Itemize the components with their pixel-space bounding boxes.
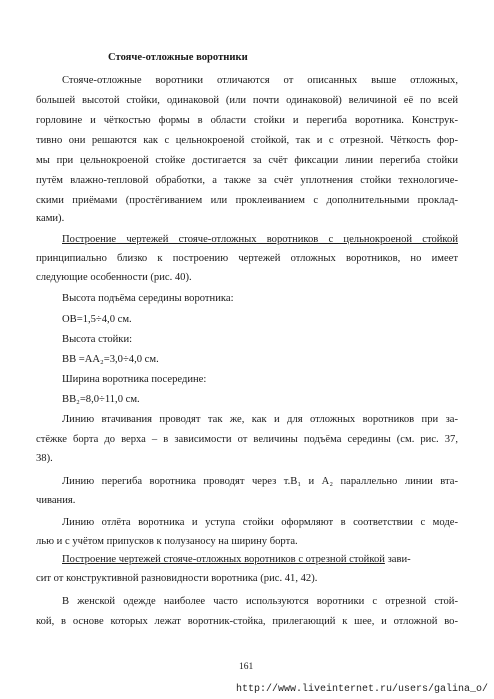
para3-line-2: стёжке борта до верха – в зависимости от величины подъёма середины (см. рис. 37,: [36, 434, 458, 445]
measure-heading-3: Ширина воротника посередине:: [62, 374, 207, 385]
para1-line-6: путём влажно-тепловой обработки, а также за счёт уплотнения стойки технологиче-: [36, 175, 458, 186]
para2-line-2: принципиально близко к построению чертежей отложных воротников, но имеет: [36, 253, 458, 264]
para6-underlined-lead: Построение чертежей стояче-отложных воротников с отрезной стойкой: [62, 554, 385, 565]
para4-line-2: чивания.: [36, 495, 76, 506]
section-title: Стояче-отложные воротники: [108, 52, 248, 63]
para1-line-3: горловине и чёткостью формы в области стойки и перегиба воротника. Конструк-: [36, 115, 458, 126]
measure-value-2: ВВ =АА₂=3,0÷4,0 см.: [62, 354, 159, 365]
para1-line-8: ками).: [36, 213, 65, 224]
para3-line-1: Линию втачивания проводят так же, как и для отложных воротников при за-: [62, 414, 458, 425]
para6-tail: зави-: [384, 554, 411, 565]
para1-line-7: скими приёмами (простёгиванием или проклеиванием с дополнительными проклад-: [36, 195, 458, 206]
para6-line-1: [62, 553, 411, 566]
measure-heading-2: Высота стойки:: [62, 334, 133, 345]
para1-line-5: мы при цельнокроеной стойке достигается за счёт фиксации линии перегиба стойки: [36, 155, 458, 166]
para2-underlined-lead: Построение чертежей стояче-отложных воротников с цельнокроеной стойкой: [62, 234, 458, 245]
para4-line-1: Линию перегиба воротника проводят через т.В₁ и А₂ параллельно линии вта-: [62, 476, 458, 487]
para7-line-2: кой, в основе которых лежат воротник-стойка, прилегающий к шее, и отложной во-: [36, 616, 458, 627]
para5-line-2: лью и с учётом припусков к полузаносу на ширину борта.: [36, 536, 298, 547]
para1-line-4: тивно они решаются как с цельнокроеной стойкой, так и с отрезной. Чёткость фор-: [36, 135, 458, 146]
watermark-url: http://www.liveinternet.ru/users/galina_o/: [235, 684, 488, 695]
para6-line-2: сит от конструктивной разновидности воротника (рис. 41, 42).: [36, 573, 318, 584]
measure-value-3: ВВ₂=8,0÷11,0 см.: [62, 394, 140, 405]
para5-line-1: Линию отлёта воротника и уступа стойки оформляют в соответствии с моде-: [62, 517, 458, 528]
para7-line-1: В женской одежде наиболее часто используются воротники с отрезной стой-: [62, 596, 458, 607]
para2-line-3: следующие особенности (рис. 40).: [36, 272, 192, 283]
para3-line-3: 38).: [36, 453, 53, 464]
measure-heading-1: Высота подъёма середины воротника:: [62, 293, 234, 304]
page-number: 161: [239, 662, 254, 672]
para1-line-2: большей высотой стойки, одинаковой (или почти одинаковой) величиной её по всей: [36, 95, 458, 106]
measure-value-1: ОВ=1,5÷4,0 см.: [62, 314, 132, 325]
para1-line-1: Стояче-отложные воротники отличаются от описанных выше отложных,: [62, 75, 458, 86]
